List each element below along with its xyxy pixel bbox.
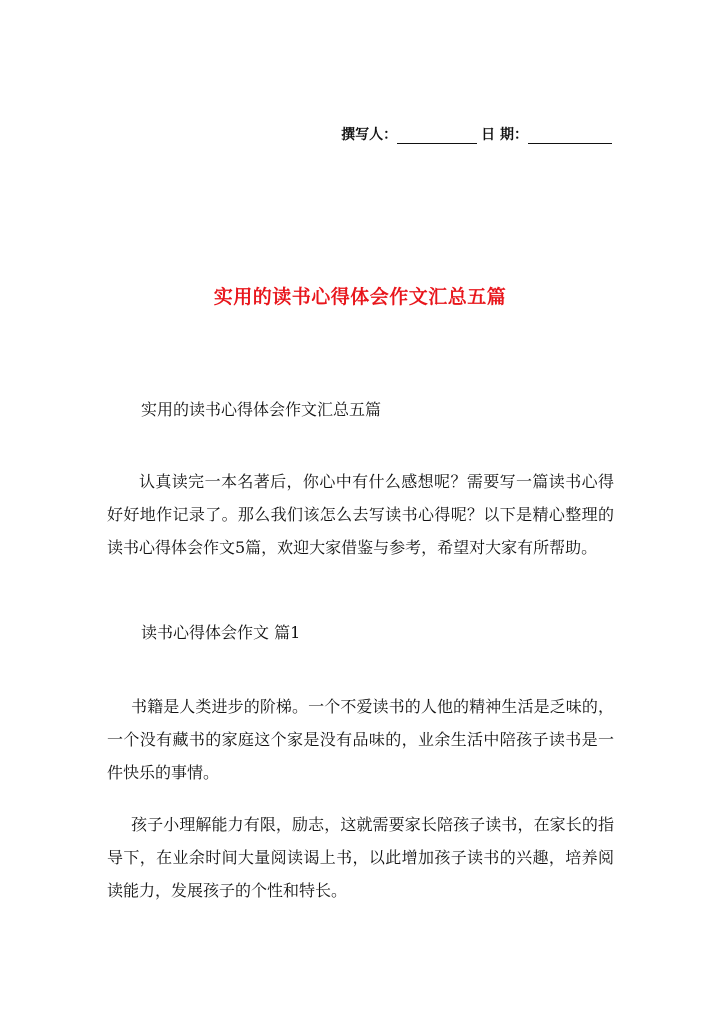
body-paragraph-block-2 [107,808,614,907]
document-title: 实用的读书心得体会作文汇总五篇 [213,286,507,308]
author-date-line [341,124,612,144]
author-blank [397,129,477,144]
body-paragraph: 孩子小理解能力有限，励志，这就需要家长陪孩子读书，在家长的指导下，在业余时间大量阅读谒上书，以此增加孩子读书的兴趣，培养阅读能力，发展孩子的个性和特长。 [107,815,614,900]
author-label: 撰写人： [341,127,398,143]
section-heading: 读书心得体会作文 篇1 [141,623,301,642]
intro-paragraph-block [107,465,614,564]
body-paragraph-block-1 [107,690,614,789]
date-label: 日 期： [481,127,528,143]
intro-paragraph: 认真读完一本名著后，你心中有什么感想呢？需要写一篇读书心得好好地作记录了。那么我们该怎么去写读书心得呢？以下是精心整理的读书心得体会作文5篇，欢迎大家借鉴与参考，希望对大家有所帮助。 [107,472,614,557]
date-blank [528,129,612,144]
document-subtitle: 实用的读书心得体会作文汇总五篇 [141,400,382,419]
body-paragraph: 书籍是人类进步的阶梯。一个不爱读书的人他的精神生活是乏味的，一个没有藏书的家庭这个家是没有品味的，业余生活中陪孩子读书是一件快乐的事情。 [107,697,614,782]
